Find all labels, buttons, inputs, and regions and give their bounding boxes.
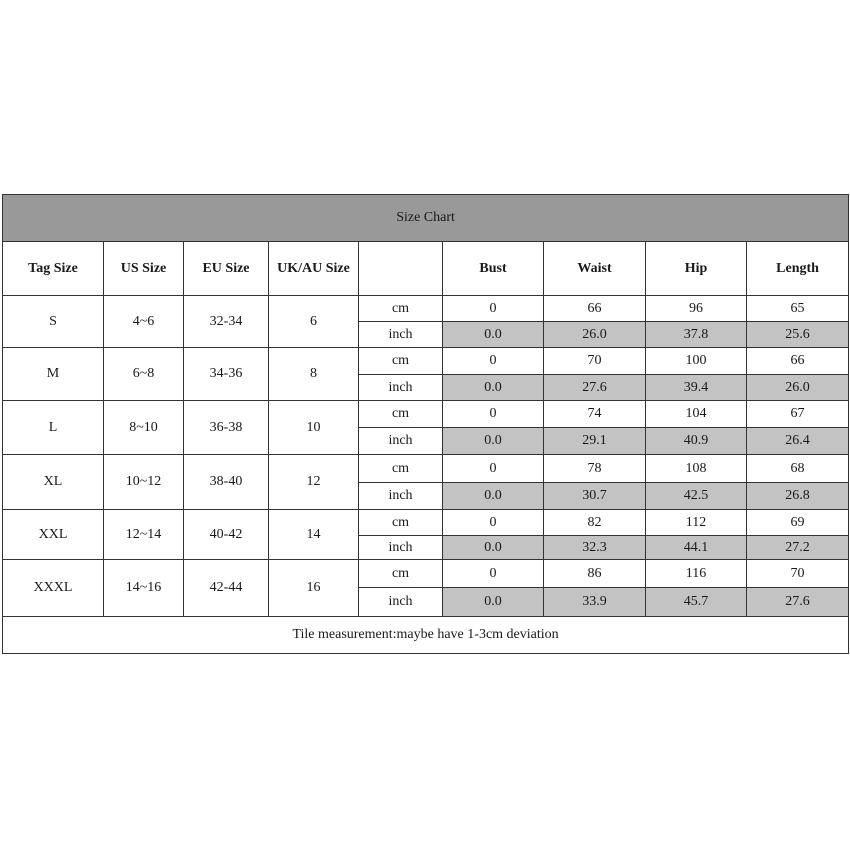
header-hip: Hip xyxy=(646,242,747,296)
unit-cm: cm xyxy=(359,560,443,588)
unit-inch: inch xyxy=(359,428,443,455)
header-tag-size: Tag Size xyxy=(3,242,104,296)
cell-tag: S xyxy=(3,296,104,348)
cell-us: 6~8 xyxy=(104,348,184,401)
cell-eu: 42-44 xyxy=(184,560,269,617)
inch-length: 27.2 xyxy=(747,536,849,560)
cm-hip: 100 xyxy=(646,348,747,375)
header-us-size: US Size xyxy=(104,242,184,296)
cm-length: 67 xyxy=(747,401,849,428)
inch-hip: 39.4 xyxy=(646,375,747,401)
cell-ukau: 6 xyxy=(269,296,359,348)
inch-bust: 0.0 xyxy=(443,322,544,348)
size-row-cm xyxy=(3,296,849,322)
inch-hip: 37.8 xyxy=(646,322,747,348)
cell-ukau: 10 xyxy=(269,401,359,455)
size-row-cm xyxy=(3,455,849,483)
unit-inch: inch xyxy=(359,536,443,560)
cell-tag: M xyxy=(3,348,104,401)
cm-length: 70 xyxy=(747,560,849,588)
inch-length: 27.6 xyxy=(747,588,849,617)
inch-bust: 0.0 xyxy=(443,428,544,455)
inch-waist: 29.1 xyxy=(544,428,646,455)
cell-tag: XXL xyxy=(3,510,104,560)
inch-waist: 26.0 xyxy=(544,322,646,348)
cm-hip: 116 xyxy=(646,560,747,588)
cell-us: 8~10 xyxy=(104,401,184,455)
cm-bust: 0 xyxy=(443,296,544,322)
inch-hip: 44.1 xyxy=(646,536,747,560)
cm-hip: 112 xyxy=(646,510,747,536)
cm-waist: 74 xyxy=(544,401,646,428)
cm-bust: 0 xyxy=(443,455,544,483)
cm-waist: 82 xyxy=(544,510,646,536)
size-row-cm xyxy=(3,348,849,375)
cell-tag: XXXL xyxy=(3,560,104,617)
size-row-cm xyxy=(3,401,849,428)
unit-cm: cm xyxy=(359,455,443,483)
cm-waist: 66 xyxy=(544,296,646,322)
cell-us: 10~12 xyxy=(104,455,184,510)
unit-cm: cm xyxy=(359,401,443,428)
cm-length: 65 xyxy=(747,296,849,322)
size-row-cm xyxy=(3,510,849,536)
cell-tag: L xyxy=(3,401,104,455)
unit-cm: cm xyxy=(359,510,443,536)
inch-bust: 0.0 xyxy=(443,588,544,617)
unit-inch: inch xyxy=(359,375,443,401)
cm-waist: 78 xyxy=(544,455,646,483)
inch-length: 26.4 xyxy=(747,428,849,455)
inch-length: 26.0 xyxy=(747,375,849,401)
inch-bust: 0.0 xyxy=(443,375,544,401)
cm-length: 66 xyxy=(747,348,849,375)
cell-eu: 38-40 xyxy=(184,455,269,510)
unit-cm: cm xyxy=(359,296,443,322)
chart-title: Size Chart xyxy=(3,195,849,242)
cell-eu: 34-36 xyxy=(184,348,269,401)
unit-inch: inch xyxy=(359,483,443,510)
inch-hip: 40.9 xyxy=(646,428,747,455)
cell-us: 12~14 xyxy=(104,510,184,560)
header-bust: Bust xyxy=(443,242,544,296)
cell-ukau: 12 xyxy=(269,455,359,510)
footer-note: Tile measurement:maybe have 1-3cm deviation xyxy=(3,617,849,654)
inch-waist: 27.6 xyxy=(544,375,646,401)
header-unit xyxy=(359,242,443,296)
inch-waist: 32.3 xyxy=(544,536,646,560)
unit-inch: inch xyxy=(359,322,443,348)
cell-us: 14~16 xyxy=(104,560,184,617)
inch-length: 26.8 xyxy=(747,483,849,510)
inch-hip: 45.7 xyxy=(646,588,747,617)
cell-eu: 32-34 xyxy=(184,296,269,348)
cm-bust: 0 xyxy=(443,348,544,375)
cell-us: 4~6 xyxy=(104,296,184,348)
cm-length: 68 xyxy=(747,455,849,483)
cm-waist: 70 xyxy=(544,348,646,375)
header-length: Length xyxy=(747,242,849,296)
unit-cm: cm xyxy=(359,348,443,375)
cm-waist: 86 xyxy=(544,560,646,588)
cm-length: 69 xyxy=(747,510,849,536)
size-row-cm xyxy=(3,560,849,588)
cm-bust: 0 xyxy=(443,560,544,588)
unit-inch: inch xyxy=(359,588,443,617)
cm-bust: 0 xyxy=(443,401,544,428)
header-waist: Waist xyxy=(544,242,646,296)
inch-waist: 33.9 xyxy=(544,588,646,617)
inch-bust: 0.0 xyxy=(443,536,544,560)
cell-ukau: 8 xyxy=(269,348,359,401)
size-chart-table xyxy=(2,194,849,654)
cm-hip: 104 xyxy=(646,401,747,428)
cm-bust: 0 xyxy=(443,510,544,536)
header-ukau-size: UK/AU Size xyxy=(269,242,359,296)
inch-waist: 30.7 xyxy=(544,483,646,510)
cell-tag: XL xyxy=(3,455,104,510)
header-eu-size: EU Size xyxy=(184,242,269,296)
cell-eu: 40-42 xyxy=(184,510,269,560)
cell-ukau: 14 xyxy=(269,510,359,560)
inch-hip: 42.5 xyxy=(646,483,747,510)
cm-hip: 108 xyxy=(646,455,747,483)
header-row xyxy=(3,242,849,296)
inch-length: 25.6 xyxy=(747,322,849,348)
cm-hip: 96 xyxy=(646,296,747,322)
cell-eu: 36-38 xyxy=(184,401,269,455)
inch-bust: 0.0 xyxy=(443,483,544,510)
cell-ukau: 16 xyxy=(269,560,359,617)
